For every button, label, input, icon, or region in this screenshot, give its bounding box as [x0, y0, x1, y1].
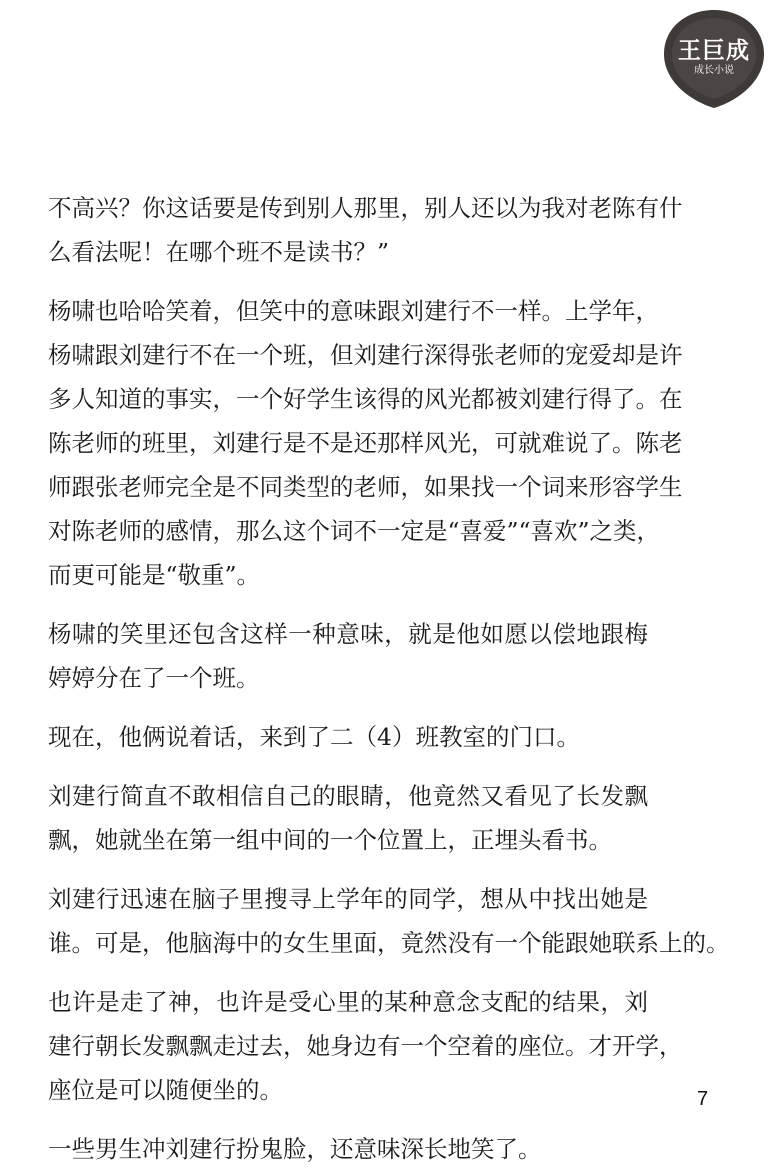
badge-series-label: 成长小说 — [694, 65, 734, 76]
series-badge — [660, 6, 768, 112]
text-line: 婷婷分在了一个班。 — [48, 664, 260, 692]
text-line: 不高兴？你这话要是传到别人那里，别人还以为我对老陈有什 — [48, 194, 683, 222]
paragraph — [48, 980, 683, 1112]
paragraph — [48, 612, 648, 700]
text-line: 陈老师的班里，刘建行是不是还那样风光，可就难说了。陈老 — [48, 429, 683, 457]
text-line: 杨啸也哈哈笑着，但笑中的意味跟刘建行不一样。上学年， — [48, 297, 659, 325]
text-line: 杨啸的笑里还包含这样一种意味，就是他如愿以偿地跟梅 — [48, 620, 648, 648]
text-line: 而更可能是“敬重”。 — [48, 561, 261, 589]
page-number: 7 — [697, 1088, 709, 1110]
paragraph — [48, 877, 730, 965]
text-line: 师跟张老师完全是不同类型的老师，如果找一个词来形容学生 — [48, 473, 683, 501]
text-line: 多人知道的事实，一个好学生该得的风光都被刘建行得了。在 — [48, 385, 683, 413]
text-line: 刘建行简直不敢相信自己的眼睛，他竟然又看见了长发飘 — [48, 782, 648, 810]
text-line: 建行朝长发飘飘走过去，她身边有一个空着的座位。才开学， — [48, 1032, 683, 1060]
text-line: 一些男生冲刘建行扮鬼脸，还意味深长地笑了。 — [48, 1135, 542, 1163]
text-line: 现在，他俩说着话，来到了二（4）班教室的门口。 — [48, 723, 580, 751]
paragraph — [48, 289, 683, 597]
paragraph — [48, 715, 648, 759]
text-line: 么看法呢！在哪个班不是读书？” — [48, 238, 390, 266]
badge-author-name: 王巨成 — [678, 37, 750, 64]
text-line: 飘，她就坐在第一组中间的一个位置上，正埋头看书。 — [48, 826, 612, 854]
text-line: 杨啸跟刘建行不在一个班，但刘建行深得张老师的宠爱却是许 — [48, 341, 683, 369]
text-line: 座位是可以随便坐的。 — [48, 1076, 283, 1104]
body-text — [48, 186, 730, 1171]
paragraph — [48, 186, 683, 274]
paragraph — [48, 774, 648, 862]
text-line: 刘建行迅速在脑子里搜寻上学年的同学，想从中找出她是 — [48, 885, 648, 913]
text-line: 也许是走了神，也许是受心里的某种意念支配的结果，刘 — [48, 988, 648, 1016]
text-line: 对陈老师的感情，那么这个词不一定是“喜爱”“喜欢”之类， — [48, 517, 661, 545]
paragraph — [48, 1127, 648, 1171]
text-line: 谁。可是，他脑海中的女生里面，竟然没有一个能跟她联系上的。 — [48, 929, 730, 957]
